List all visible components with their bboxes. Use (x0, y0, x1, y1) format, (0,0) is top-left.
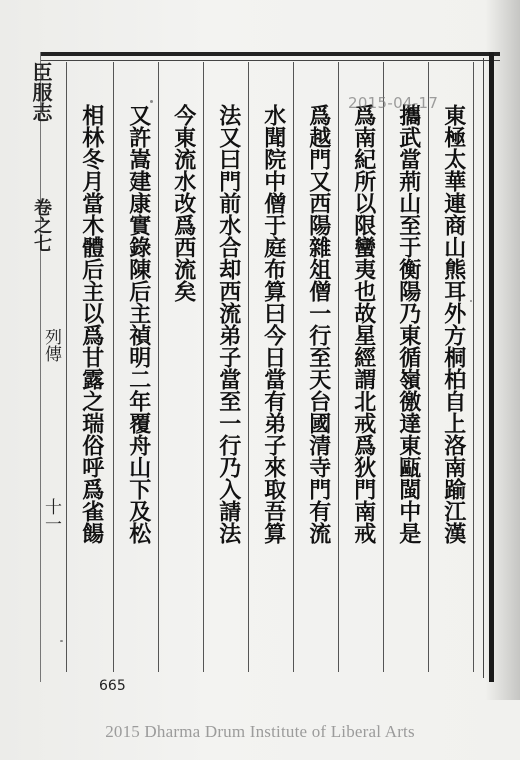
text-column: 法又曰門前水合却西流弟子當至一行乃入請法 (215, 104, 242, 544)
scan-speck (60, 640, 63, 642)
text-column: 相林冬月當木體后主以爲甘露之瑞俗呼爲雀餳 (78, 104, 105, 544)
text-column: 東極太華連商山熊耳外方桐柏自上洛南踰江漢 (440, 104, 467, 544)
margin-section-label: 列傳 (41, 328, 61, 362)
column-rule (66, 62, 67, 672)
margin-leaf-number: 十一 (41, 498, 61, 532)
text-column: 水聞院中僧于庭布算曰今日當有弟子來取吾算 (260, 104, 287, 544)
text-column: 爲越門又西陽雜俎僧一行至天台國清寺門有流 (305, 104, 332, 544)
column-rule (338, 62, 339, 672)
page-number: 665 (99, 678, 126, 694)
text-column: 攜武當荊山至于衡陽乃東循嶺徼達東甌閩中是 (395, 104, 422, 544)
column-rule (473, 62, 474, 672)
scan-speck (150, 100, 153, 103)
copyright-watermark: 2015 Dharma Drum Institute of Liberal Arts (105, 722, 415, 741)
margin-book-title: 臣服志 (29, 62, 53, 122)
frame-left-border (40, 52, 41, 682)
column-rule (293, 62, 294, 672)
column-rule (428, 62, 429, 672)
margin-juan-label: 卷之七 (31, 198, 52, 252)
date-watermark: 2015-04-17 (348, 94, 439, 112)
column-rule (113, 62, 114, 672)
text-column: 今東流水改爲西流矣 (170, 104, 197, 302)
frame-right-border (489, 52, 494, 682)
frame-top-inner-border (40, 60, 500, 61)
column-rule (203, 62, 204, 672)
text-column: 又許嵩建康實錄陳后主禎明二年覆舟山下及松 (125, 104, 152, 544)
column-rule (158, 62, 159, 672)
scan-speck (470, 300, 472, 302)
text-column: 爲南紀所以限蠻夷也故星經謂北戒爲狄門南戒 (350, 104, 377, 544)
frame-top-border (40, 52, 500, 56)
column-rule (248, 62, 249, 672)
column-rule (383, 62, 384, 672)
frame-right-inner-border (483, 58, 484, 678)
